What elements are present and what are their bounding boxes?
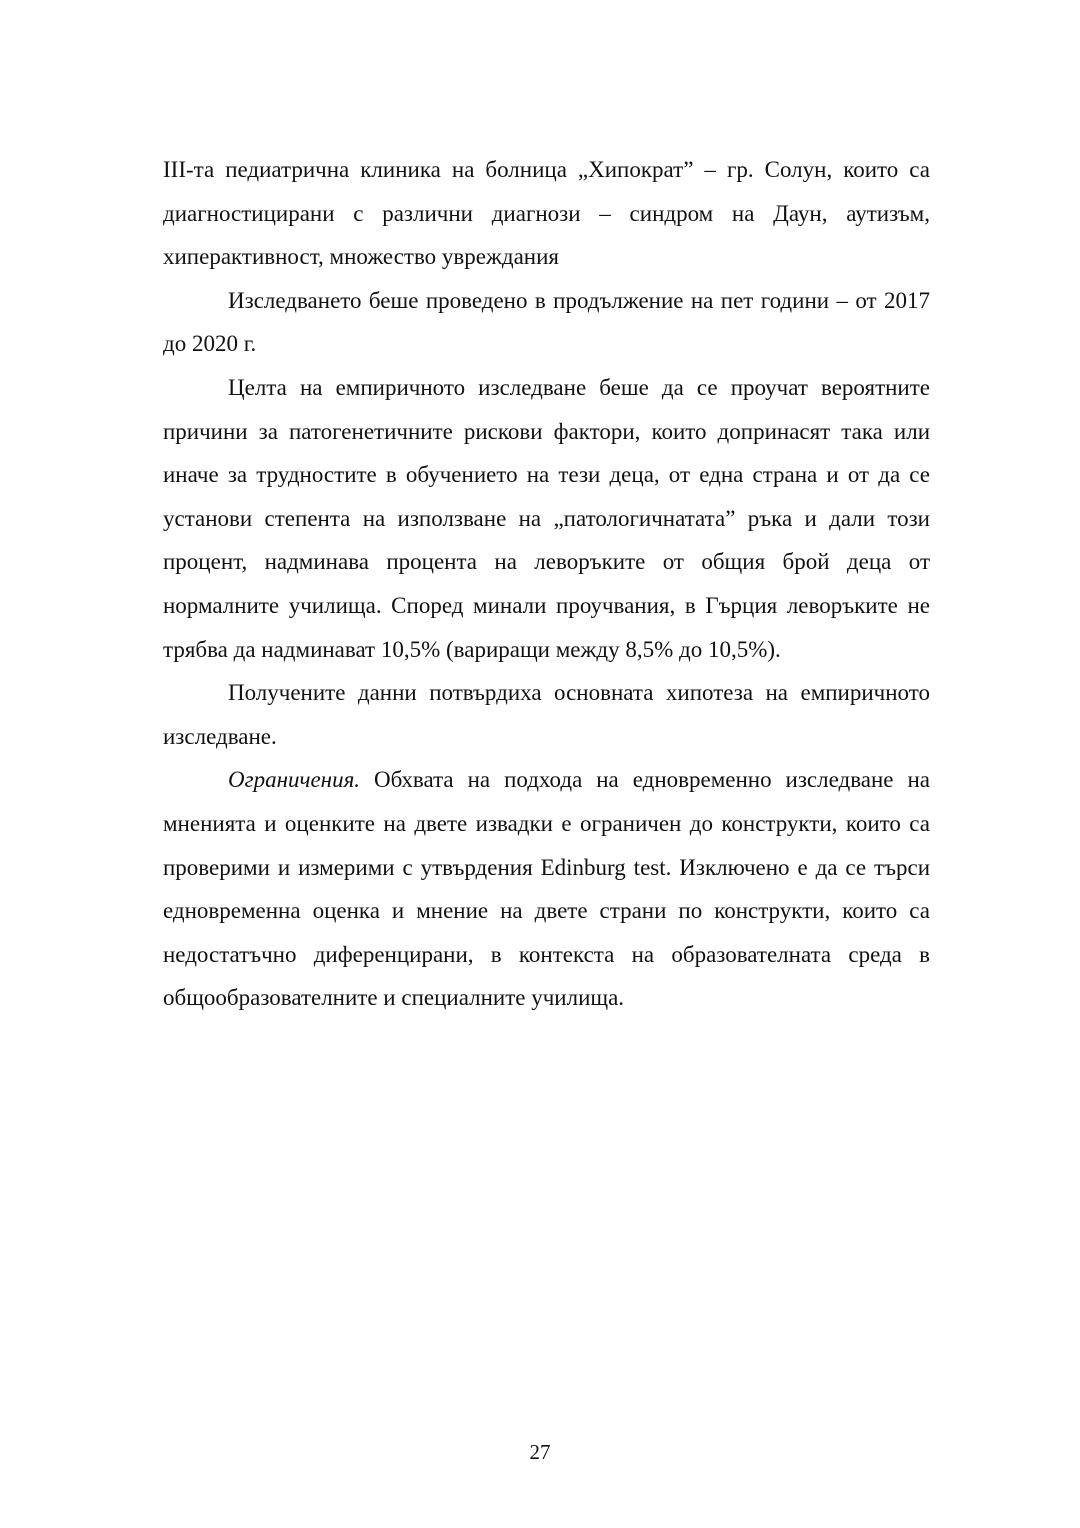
paragraph-study-aim: Целта на емпиричното изследване беше да се проучат вероятните причини за патогенетичните рискови фактори, които допринасят така или иначе за трудностите в обучението на тези деца, от една страна и от да се установи степента на използване на „патологичнатата” ръка и дали този процент, надминава процента на леворъките от общия брой деца от нормалните училища. Според минали проучвания, в Гърция леворъките не трябва да надминават 10,5% (вариращи между 8,5% до 10,5%). [163,374,930,662]
paragraph-study-period: Изследването беше проведено в продължение на пет години – от 2017 до 2020 г. [163,287,930,357]
document-body [163,148,930,1020]
limitations-text: Обхвата на подхода на едновременно изследване на мненията и оценките на двете извадки е ограничен до конструкти, които са проверими и измерими с утвърдения Edinburg test. Изключено е да се търси едновременна оценка и мнение на двете страни по конструкти, които са недостатъчно диференцирани, в контекста на образователната среда в общообразователните и специалните училища. [163,767,930,1011]
paragraph-limitations [163,758,930,1020]
limitations-heading: Ограничения. [228,767,361,793]
paragraph-continuation: III-та педиатрична клиника на болница „Хипократ” – гр. Солун, които са диагностицирани с различни диагнози – синдром на Даун, аутизъм, хиперактивност, множество увреждания [163,157,930,270]
paragraph-results: Получените данни потвърдиха основната хипотеза на емпиричното изследване. [163,680,930,749]
page-number: 27 [529,1440,551,1464]
